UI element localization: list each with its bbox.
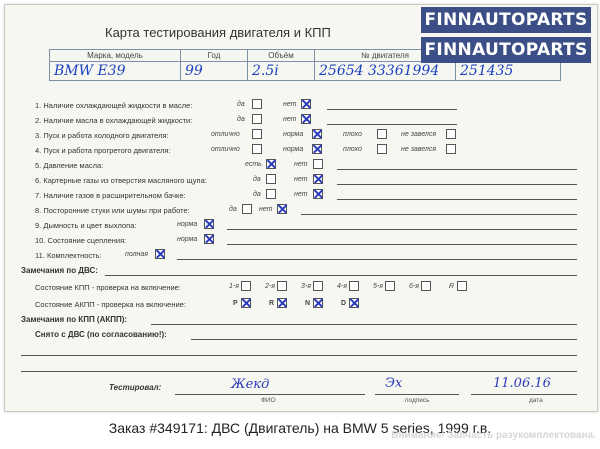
fio-caption: ФИО bbox=[261, 397, 276, 404]
kpp-notes-label: Замечания по КПП (АКПП): bbox=[21, 315, 128, 324]
item-4: 4. Пуск и работа прогретого двигателя: bbox=[35, 146, 171, 155]
item-1-yes-checkbox[interactable] bbox=[252, 99, 262, 109]
item-2-yes-checkbox[interactable] bbox=[252, 114, 262, 124]
item-1-no-label: нет bbox=[283, 101, 297, 108]
item-2-no-label: нет bbox=[283, 116, 297, 123]
akpp-gear-n-label: N bbox=[305, 300, 311, 307]
kpp-gear-5-checkbox[interactable] bbox=[385, 281, 395, 291]
item-5-line bbox=[337, 169, 577, 170]
kpp-gear-1-checkbox[interactable] bbox=[241, 281, 251, 291]
item-3-excellent-checkbox[interactable] bbox=[252, 129, 262, 139]
order-caption: Заказ #349171: ДВС (Двигатель) на BMW 5 series, 1999 г.в. bbox=[108, 420, 492, 436]
item-1: 1. Наличие охлаждающей жидкости в масле: bbox=[35, 101, 193, 110]
item-1-no-checkbox[interactable] bbox=[301, 99, 311, 109]
kpp-gear-3-label: 3-я bbox=[301, 283, 311, 290]
akpp-state-label: Состояние АКПП - проверка на включение: bbox=[35, 300, 186, 309]
item-4-excellent-label: отлично bbox=[211, 146, 240, 153]
kpp-gear-r-label: R bbox=[449, 283, 455, 290]
item-3-excellent-label: отлично bbox=[211, 131, 240, 138]
blank-line-1 bbox=[21, 355, 577, 356]
item-5-no-label: нет bbox=[294, 161, 308, 168]
item-9: 9. Дымность и цвет выхлопа: bbox=[35, 221, 137, 230]
header-engine-number: № двигателя bbox=[315, 50, 456, 62]
value-volume: 2.5i bbox=[248, 62, 315, 81]
item-3: 3. Пуск и работа холодного двигателя: bbox=[35, 131, 169, 140]
sign-caption: подпись bbox=[405, 397, 430, 404]
header-model: Марка, модель bbox=[50, 50, 181, 62]
item-10-normal-checkbox[interactable] bbox=[204, 234, 214, 244]
watermark-logo-bottom: FINNAUTOPARTS bbox=[421, 37, 591, 63]
kpp-gear-4-checkbox[interactable] bbox=[349, 281, 359, 291]
removed-line bbox=[191, 339, 577, 340]
item-4-excellent-checkbox[interactable] bbox=[252, 144, 262, 154]
item-3-bad-label: плохо bbox=[343, 131, 362, 138]
tested-label: Тестировал: bbox=[109, 383, 162, 392]
item-8-line bbox=[301, 214, 577, 215]
akpp-gear-d-checkbox[interactable] bbox=[349, 298, 359, 308]
item-5-exists-checkbox[interactable] bbox=[266, 159, 276, 169]
item-1-yes-label: да bbox=[237, 101, 245, 108]
item-4-nostart-checkbox[interactable] bbox=[446, 144, 456, 154]
akpp-gear-n-checkbox[interactable] bbox=[313, 298, 323, 308]
item-2-yes-label: да bbox=[237, 116, 245, 123]
item-7-yes-label: да bbox=[253, 191, 261, 198]
kpp-state-label: Состояние КПП - проверка на включение: bbox=[35, 283, 181, 292]
tester-name-handwritten: Жекд bbox=[231, 377, 270, 392]
item-10-normal-label: норма bbox=[177, 236, 198, 243]
item-2: 2. Наличие масла в охлаждающей жидкости: bbox=[35, 116, 193, 125]
item-11: 11. Комплектность: bbox=[35, 251, 102, 260]
form-title: Карта тестирования двигателя и КПП bbox=[105, 25, 331, 40]
item-5-exists-label: есть bbox=[245, 161, 262, 168]
item-6-no-label: нет bbox=[294, 176, 308, 183]
item-7-yes-checkbox[interactable] bbox=[266, 189, 276, 199]
item-2-line bbox=[327, 124, 457, 125]
item-3-nostart-checkbox[interactable] bbox=[446, 129, 456, 139]
item-5-no-checkbox[interactable] bbox=[313, 159, 323, 169]
item-8-yes-label: да bbox=[229, 206, 237, 213]
item-1-line bbox=[327, 109, 457, 110]
value-extra: 251435 bbox=[456, 62, 561, 81]
kpp-gear-2-checkbox[interactable] bbox=[277, 281, 287, 291]
item-8-no-checkbox[interactable] bbox=[277, 204, 287, 214]
fio-line bbox=[175, 394, 365, 395]
item-4-normal-checkbox[interactable] bbox=[312, 144, 322, 154]
date-line bbox=[471, 394, 577, 395]
kpp-gear-r-checkbox[interactable] bbox=[457, 281, 467, 291]
item-8: 8. Посторонние стуки или шумы при работе: bbox=[35, 206, 190, 215]
item-8-yes-checkbox[interactable] bbox=[242, 204, 252, 214]
engine-notes-label: Замечания по ДВС: bbox=[21, 266, 98, 275]
item-3-bad-checkbox[interactable] bbox=[377, 129, 387, 139]
faded-notice: Внимание! Запчасть разукомплектована. bbox=[391, 430, 596, 441]
akpp-gear-r-checkbox[interactable] bbox=[277, 298, 287, 308]
item-8-no-label: нет bbox=[259, 206, 273, 213]
item-11-full-label: полная bbox=[125, 251, 149, 258]
item-3-normal-checkbox[interactable] bbox=[312, 129, 322, 139]
header-volume: Объём bbox=[248, 50, 315, 62]
signature-handwritten: Эх bbox=[385, 376, 403, 391]
item-10-line bbox=[227, 244, 577, 245]
kpp-gear-1-label: 1-я bbox=[229, 283, 239, 290]
date-caption: дата bbox=[529, 397, 543, 404]
date-handwritten: 11.06.16 bbox=[493, 376, 551, 391]
item-6-no-checkbox[interactable] bbox=[313, 174, 323, 184]
akpp-gear-d-label: D bbox=[341, 300, 347, 307]
kpp-gear-5-label: 5-я bbox=[373, 283, 383, 290]
akpp-gear-p-checkbox[interactable] bbox=[241, 298, 251, 308]
item-7: 7. Наличие газов в расширительном бачке: bbox=[35, 191, 186, 200]
item-4-nostart-label: не завелся bbox=[401, 146, 437, 153]
item-6: 6. Картерные газы из отверстия масляного щупа: bbox=[35, 176, 207, 185]
item-4-normal-label: норма bbox=[283, 146, 304, 153]
blank-line-2 bbox=[21, 371, 577, 372]
item-11-line bbox=[177, 259, 577, 260]
value-engine-number: 25654 33361994 bbox=[315, 62, 456, 81]
item-7-no-checkbox[interactable] bbox=[313, 189, 323, 199]
kpp-gear-3-checkbox[interactable] bbox=[313, 281, 323, 291]
value-year: 99 bbox=[181, 62, 248, 81]
kpp-gear-2-label: 2-я bbox=[265, 283, 275, 290]
item-7-no-label: нет bbox=[294, 191, 308, 198]
sign-line bbox=[375, 394, 459, 395]
item-9-normal-label: норма bbox=[177, 221, 198, 228]
kpp-gear-6-label: 6-я bbox=[409, 283, 419, 290]
item-4-bad-label: плохо bbox=[343, 146, 362, 153]
item-2-no-checkbox[interactable] bbox=[301, 114, 311, 124]
item-4-bad-checkbox[interactable] bbox=[377, 144, 387, 154]
item-3-nostart-label: не завелся bbox=[401, 131, 437, 138]
akpp-gear-p-label: P bbox=[233, 300, 238, 307]
item-7-line bbox=[337, 199, 577, 200]
value-model: BMW E39 bbox=[50, 62, 181, 81]
item-11-full-checkbox[interactable] bbox=[155, 249, 165, 259]
akpp-gear-r-label: R bbox=[269, 300, 275, 307]
item-9-normal-checkbox[interactable] bbox=[204, 219, 214, 229]
item-6-line bbox=[337, 184, 577, 185]
watermark-logo-top: FINNAUTOPARTS bbox=[421, 7, 591, 33]
item-9-line bbox=[227, 229, 577, 230]
kpp-gear-6-checkbox[interactable] bbox=[421, 281, 431, 291]
test-card-sheet bbox=[4, 4, 598, 412]
kpp-notes-line bbox=[151, 324, 577, 325]
item-6-yes-checkbox[interactable] bbox=[266, 174, 276, 184]
engine-notes-line bbox=[105, 275, 577, 276]
item-10: 10. Состояние сцепления: bbox=[35, 236, 127, 245]
kpp-gear-4-label: 4-я bbox=[337, 283, 347, 290]
item-5: 5. Давление масла: bbox=[35, 161, 104, 170]
item-3-normal-label: норма bbox=[283, 131, 304, 138]
header-year: Год bbox=[181, 50, 248, 62]
removed-label: Снято с ДВС (по согласованию!): bbox=[35, 330, 167, 339]
item-6-yes-label: да bbox=[253, 176, 261, 183]
